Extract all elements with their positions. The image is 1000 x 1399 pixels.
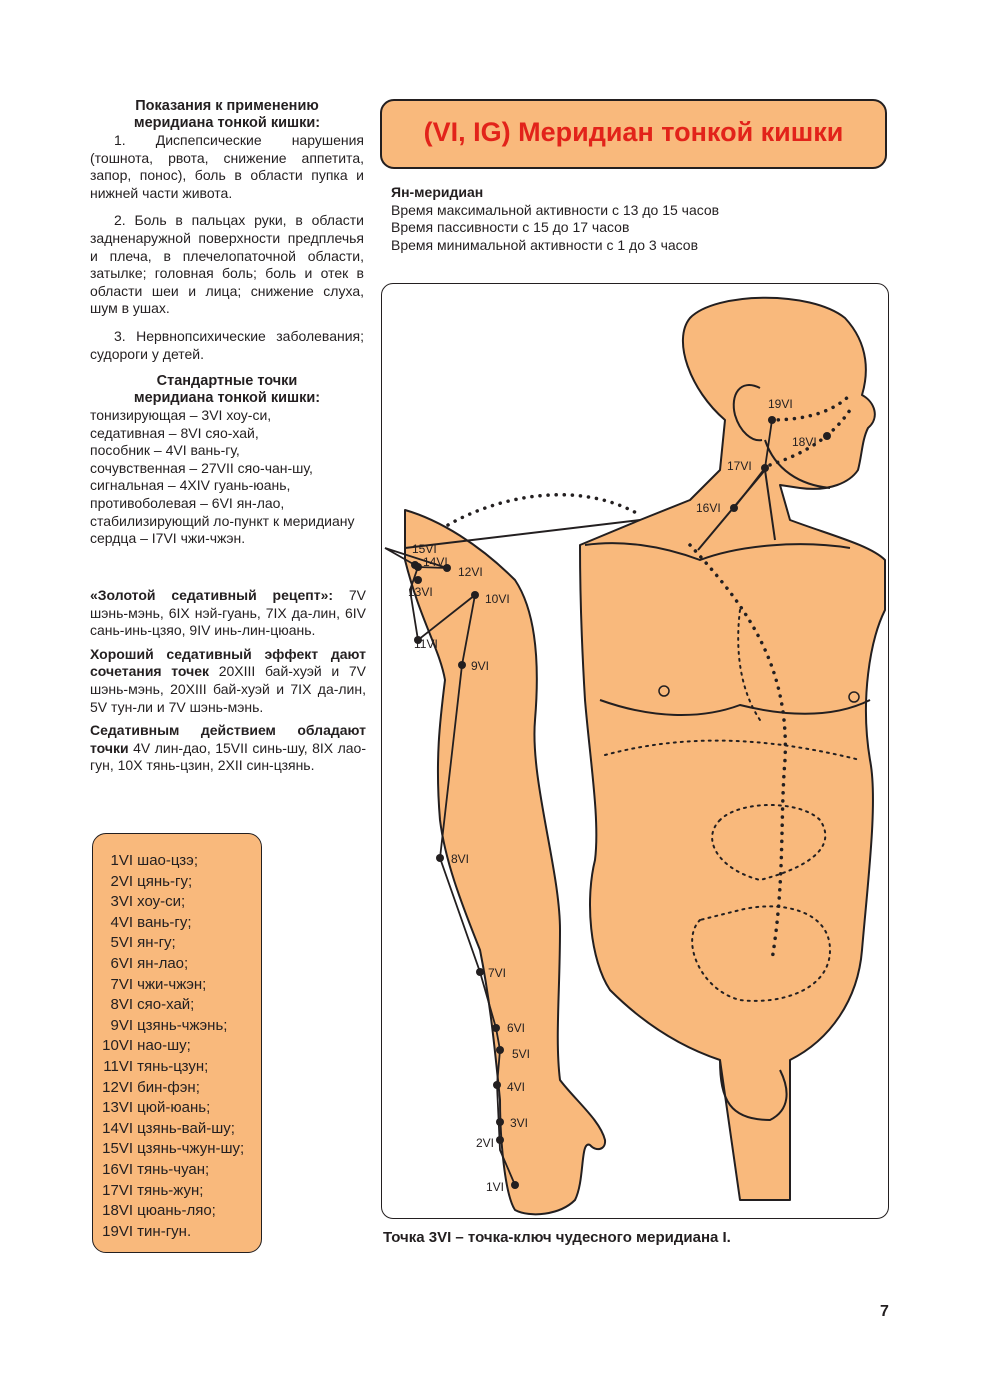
- point-list-item: [99, 1161, 209, 1178]
- point-list-item: [99, 893, 185, 910]
- standard-point-line: тонизирующая – 3VI хоу-си,: [90, 407, 272, 423]
- point-label-15VI: 15VI: [411, 541, 437, 556]
- point-name: хоу-си;: [133, 893, 186, 911]
- point-label-10VI: 10VI: [484, 591, 510, 606]
- point-name: цюй-юань;: [133, 1099, 211, 1117]
- torso-shape: [580, 297, 885, 1199]
- point-marker-4VI: [493, 1081, 501, 1089]
- point-name: цюань-ляо;: [133, 1202, 216, 1220]
- indications-section: [90, 98, 364, 373]
- recipes-section: [90, 587, 366, 785]
- point-list-item: [99, 914, 192, 931]
- point-list-item: [99, 1223, 191, 1240]
- meridian-figure: [381, 283, 889, 1219]
- point-label-18VI: 18VI: [791, 434, 817, 449]
- point-list-item: [99, 852, 198, 869]
- point-number: 19VI: [102, 1222, 133, 1240]
- figure-caption: Точка 3VI – точка-ключ чудесного меридиана I.: [383, 1229, 731, 1246]
- point-name: шао-цзэ;: [133, 852, 199, 869]
- standard-point-line: пособник – 4VI вань-гу,: [90, 442, 240, 459]
- point-number: 4VI: [110, 913, 133, 931]
- point-marker-5VI: [496, 1046, 504, 1054]
- point-number: 17VI: [102, 1181, 133, 1199]
- point-list-item: [99, 955, 188, 972]
- point-number: 15VI: [102, 1140, 133, 1158]
- indication-1: 1. Диспепсические нарушения (тошнота, рвота, снижение аппетита, запор, понос), боль в области пупка и нижней части живота.: [90, 132, 364, 201]
- yan-info: [391, 184, 871, 254]
- point-number: 16VI: [102, 1161, 133, 1178]
- good-sedative-label: Хороший седативный эффект дают сочетания точек: [90, 645, 366, 680]
- standard-point-line: сочувственная – 27VII сяо-чан-шу,: [90, 459, 313, 476]
- point-name: бин-фэн;: [133, 1078, 200, 1096]
- point-list-item: [99, 1037, 191, 1054]
- page-number: 7: [880, 1303, 889, 1320]
- point-label-14VI: 14VI: [422, 554, 448, 569]
- point-number: 12VI: [102, 1078, 133, 1096]
- point-marker-6VI: [492, 1024, 500, 1032]
- point-name: вань-гу;: [133, 913, 192, 931]
- standard-point-line: сигнальная – 4XIV гуань-юань,: [90, 477, 291, 494]
- standard-points-heading: [90, 373, 364, 407]
- point-marker-16VI: [730, 504, 738, 512]
- point-name: цянь-гу;: [133, 872, 193, 890]
- golden-recipe-text: 7V шэнь-мэнь, 6IX нэй-гуань, 7IX да-лин, 6IV сань-инь-цзяо, 9IV инь-лин-цюань.: [90, 587, 367, 639]
- point-label-16VI: 16VI: [695, 500, 721, 515]
- point-number: 6VI: [110, 955, 133, 972]
- point-number: 5VI: [110, 934, 133, 952]
- point-label-5VI: 5VI: [511, 1046, 530, 1061]
- point-label-11VI: 11VI: [413, 636, 438, 651]
- point-name: тянь-цзун;: [133, 1058, 209, 1075]
- point-number: 11VI: [103, 1058, 133, 1075]
- point-name: сяо-хай;: [133, 996, 195, 1014]
- standard-points-heading-line1: Стандартные точки: [156, 373, 298, 389]
- point-marker-7VI: [476, 968, 484, 976]
- point-marker-18VI: [823, 432, 831, 440]
- point-list-item: [99, 934, 176, 951]
- point-marker-2VI: [496, 1136, 504, 1144]
- point-name: цзянь-чжэнь;: [133, 1016, 228, 1034]
- point-number: 13VI: [102, 1099, 133, 1117]
- point-name: цзянь-вай-шу;: [133, 1119, 235, 1137]
- good-sedative: [90, 646, 366, 716]
- point-list-item: [99, 1182, 203, 1199]
- point-number: 1VI: [110, 852, 133, 869]
- point-list-item: [99, 873, 192, 890]
- standard-points-heading-line2: меридиана тонкой кишки:: [133, 390, 321, 406]
- golden-recipe: [90, 587, 366, 640]
- point-list-item: [99, 1099, 210, 1116]
- indication-2: 2. Боль в пальцах руки, в области задненаружной поверхности предплечья и плеча, в плечелопаточной области, затылке; головная боль; боль и отек в области шеи и лица; снижение слуха, шум в ушах.: [90, 212, 364, 317]
- good-sedative-text: 20XIII бай-хуэй и 7V шэнь-мэнь, 20XIII бай-хуэй и 7IX да-лин, 5V тун-ли и 7V шэнь-мэнь.: [90, 663, 367, 715]
- page-title: (VI, IG) Меридиан тонкой кишки: [423, 117, 844, 147]
- point-name: цзянь-чжун-шу;: [133, 1140, 245, 1158]
- point-name: тянь-жун;: [133, 1181, 204, 1199]
- point-list-item: [99, 1079, 200, 1096]
- point-number: 10VI: [102, 1037, 133, 1055]
- golden-recipe-label: «Золотой седативный рецепт»:: [90, 587, 334, 603]
- point-label-3VI: 3VI: [509, 1115, 528, 1130]
- yan-line-1: Время максимальной активности с 13 до 15 часов: [391, 201, 720, 218]
- arm-shape: [405, 510, 605, 1214]
- point-number: 18VI: [102, 1202, 133, 1220]
- title-box: [380, 99, 887, 169]
- point-label-12VI: 12VI: [457, 564, 483, 579]
- point-label-13VI: 13VI: [407, 584, 433, 599]
- indications-heading-line2: меридиана тонкой кишки:: [133, 115, 321, 131]
- sedative-action: [90, 722, 366, 775]
- standard-points-list: [90, 407, 364, 548]
- meridian-shoulder-arc: [448, 494, 640, 524]
- indication-3: 3. Нервнопсихические заболевания; судороги у детей.: [90, 327, 364, 362]
- point-number: 8VI: [110, 996, 133, 1014]
- point-list-box: [92, 833, 262, 1253]
- figure-frame: [381, 283, 889, 1219]
- point-list-item: [99, 996, 194, 1013]
- point-list-item: [99, 976, 206, 993]
- point-list-item: [99, 1058, 208, 1075]
- point-list-item: [99, 1140, 244, 1157]
- standard-point-line: седативная – 8VI сяо-хай,: [90, 424, 259, 441]
- point-marker-10VI: [471, 591, 479, 599]
- standard-point-line: стабилизирующий ло-пункт к меридиану сердца – I7VI чжи-чжэн.: [90, 512, 355, 547]
- point-number: 2VI: [110, 872, 133, 890]
- point-marker-9VI: [458, 661, 466, 669]
- point-name: тин-гун.: [133, 1222, 192, 1240]
- indications-heading: [90, 98, 364, 132]
- sedative-action-text: 4V лин-дао, 15VII синь-шу, 8IX лао-гун, 10X тянь-цзин, 2XII син-цзянь.: [90, 739, 366, 774]
- yan-line-2: Время пассивности с 15 до 17 часов: [391, 219, 630, 236]
- sedative-action-label: Седативным действием обладают точки: [90, 722, 366, 756]
- point-name: ян-лао;: [133, 955, 189, 972]
- indications-heading-line1: Показания к применению: [135, 98, 319, 114]
- point-list-item: [99, 1202, 216, 1219]
- point-marker-14VI: [414, 563, 422, 571]
- point-label-9VI: 9VI: [470, 658, 489, 673]
- point-name: чжи-чжэн;: [133, 975, 207, 993]
- point-list-item: [99, 1120, 235, 1137]
- point-label-19VI: 19VI: [767, 396, 793, 411]
- point-number: 9VI: [110, 1016, 133, 1034]
- point-number: 14VI: [102, 1119, 133, 1137]
- point-marker-13VI: [414, 576, 422, 584]
- point-label-17VI: 17VI: [726, 458, 752, 473]
- point-label-4VI: 4VI: [506, 1079, 525, 1094]
- point-label-2VI: 2VI: [475, 1135, 494, 1150]
- point-label-7VI: 7VI: [487, 965, 506, 980]
- yan-line-3: Время минимальной активности с 1 до 3 часов: [391, 236, 699, 253]
- point-name: тянь-чуан;: [133, 1161, 210, 1178]
- standard-point-line: противоболевая – 6VI ян-лао,: [90, 494, 285, 511]
- point-name: нао-шу;: [133, 1037, 191, 1055]
- point-marker-19VI: [768, 416, 776, 424]
- yan-heading: Ян-меридиан: [391, 184, 484, 200]
- point-marker-3VI: [496, 1118, 504, 1126]
- standard-points-section: [90, 373, 364, 548]
- point-number: 3VI: [110, 893, 133, 911]
- point-number: 7VI: [110, 975, 133, 993]
- point-label-6VI: 6VI: [506, 1020, 525, 1035]
- indications-text: [90, 132, 364, 363]
- point-label-8VI: 8VI: [450, 851, 469, 866]
- point-list-item: [99, 1017, 227, 1034]
- point-name: ян-гу;: [133, 934, 176, 952]
- point-marker-1VI: [511, 1181, 519, 1189]
- point-marker-8VI: [436, 854, 444, 862]
- point-label-1VI: 1VI: [485, 1179, 504, 1194]
- point-marker-17VI: [761, 464, 769, 472]
